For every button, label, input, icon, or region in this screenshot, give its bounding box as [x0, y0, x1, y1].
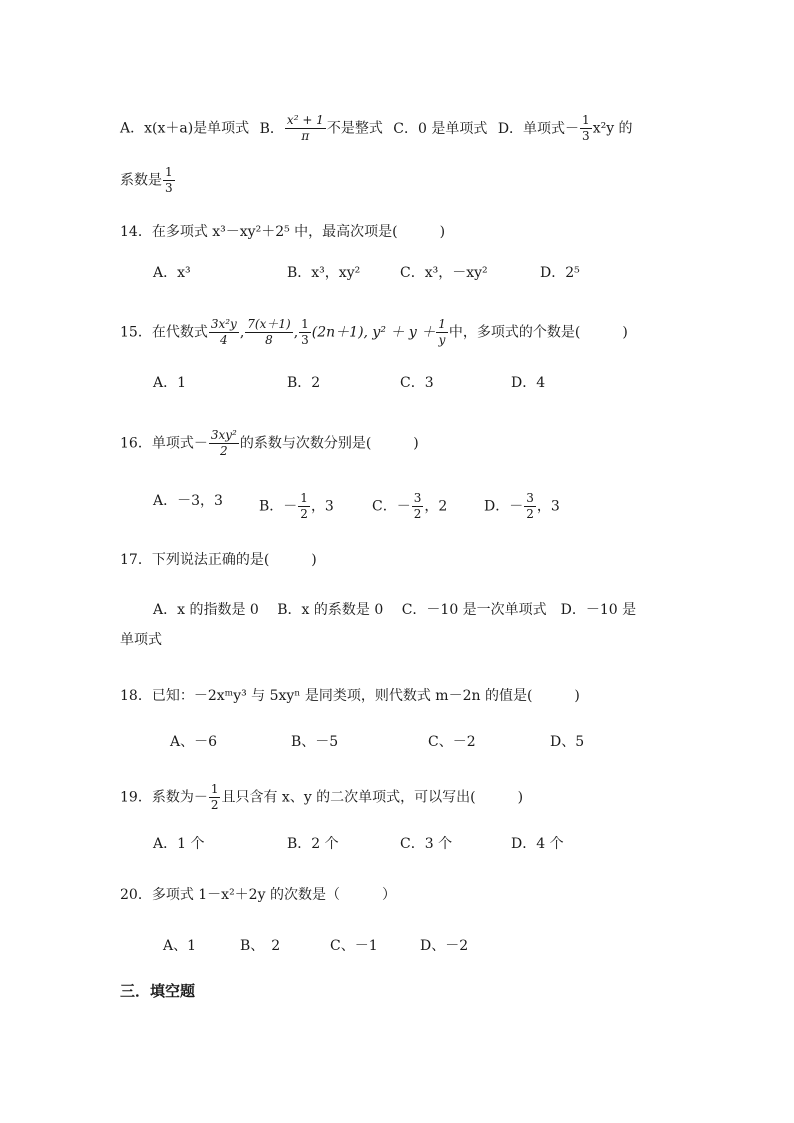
q19-stem-pre: 19．系数为－ [120, 789, 208, 806]
section-title: 三．填空题 [120, 982, 196, 1000]
q14-option-b: B．x³，xy² [287, 265, 361, 281]
q15-fraction-4: $\frac{1}{y}$ [438, 317, 446, 347]
q16-stem-pre: 16．单项式－ [120, 435, 208, 452]
q13-option-b-fraction: $\frac{\text{x² + 1}}{\pi}$ [286, 113, 324, 143]
q17-options-line2: 单项式 [120, 632, 162, 648]
q19-option-d: D．4 个 [511, 836, 564, 852]
q15-stem-post: 中，多项式的个数是( ) [448, 324, 628, 341]
q20-option-b: B、 2 [240, 938, 281, 954]
q20-stem: 20．多项式 1－x²＋2y 的次数是（ ） [120, 887, 396, 903]
q16-option-a: A．－3，3 [153, 493, 223, 509]
q16-option-b: B．－ $\frac{1}{2}$ ，3 [259, 491, 334, 521]
q20-option-a: A、1 [163, 938, 197, 954]
q17-stem: 17．下列说法正确的是( ) [120, 552, 317, 568]
q16-stem [120, 428, 419, 459]
q19-option-b: B．2 个 [287, 836, 339, 852]
q15-stem-mid: (2n＋1), y² ＋ y ＋ [311, 324, 436, 341]
q20-option-d: D、－2 [420, 938, 469, 954]
q16-option-d: D．－ $\frac{3}{2}$ ，3 [484, 491, 560, 521]
q13-option-b-label: B． [259, 120, 284, 137]
q18-option-b: B、－5 [291, 734, 339, 750]
q14-option-c: C．x³，－xy² [400, 265, 488, 281]
q13-line1 [120, 113, 633, 144]
q13-option-b-text: 不是整式 [326, 120, 383, 137]
q20-option-c: C、－1 [330, 938, 378, 954]
q13-line2-text: 系数是 [120, 172, 162, 189]
q19-stem [120, 782, 523, 813]
q16-fraction: $\frac{\text{3xy²}}{2}$ [210, 428, 237, 458]
q16-stem-post: 的系数与次数分别是( ) [239, 435, 419, 452]
q13-option-d-fraction: $\frac{1}{3}$ [582, 113, 590, 143]
q15-option-c: C．3 [400, 375, 434, 391]
q15-option-a: A．1 [153, 375, 187, 391]
q16-option-c: C．－ $\frac{3}{2}$ ，2 [372, 491, 448, 521]
q15-fraction-3: $\frac{1}{3}$ [301, 317, 309, 347]
q19-option-c: C．3 个 [400, 836, 453, 852]
q19-stem-post: 且只含有 x、y 的二次单项式，可以写出( ) [221, 789, 524, 806]
q19-option-a: A．1 个 [153, 836, 205, 852]
q13-line2-fraction: $\frac{1}{3}$ [165, 165, 173, 195]
q13-option-d-text: x²y 的 [592, 120, 633, 137]
q18-option-d: D、5 [550, 734, 585, 750]
q15-fraction-1: $\frac{\text{3x²y}}{4}$ [210, 317, 237, 347]
q18-stem: 18．已知：－2xᵐy³ 与 5xyⁿ 是同类项，则代数式 m－2n 的值是( ) [120, 688, 580, 704]
q13-line2 [120, 165, 176, 196]
q14-stem: 14．在多项式 x³－xy²＋2⁵ 中，最高次项是( ) [120, 224, 446, 240]
q14-option-d: D．2⁵ [540, 265, 580, 281]
q15-stem: 15．在代数式 $\frac{\text{3x²y}}{4}$ , $\frac{7(x+1)}{8}$ , $\frac{1}{3}$ (2n＋1), y² ＋ y ＋ $\frac{1}{y}$ 中，多项式的个数是( ) [120, 317, 628, 347]
q15-option-d: D．4 [511, 375, 546, 391]
q15-option-b: B．2 [287, 375, 321, 391]
q15-stem-pre: 15．在代数式 [120, 324, 208, 341]
q18-option-c: C、－2 [428, 734, 476, 750]
q19-fraction: $\frac{1}{2}$ [210, 782, 219, 812]
q13-option-d-label: D．单项式－ [497, 120, 580, 137]
q13-option-c: C．0 是单项式 [393, 120, 488, 137]
q14-option-a: A．x³ [153, 265, 191, 281]
q15-fraction-2: $\frac{7(x+1)}{8}$ [247, 317, 291, 347]
q13-option-a: A．x(x＋a)是单项式 [120, 120, 250, 137]
q18-option-a: A、－6 [170, 734, 218, 750]
q17-options-line1: A．x 的指数是 0 B．x 的系数是 0 C．－10 是一次单项式 D．－10 是 [153, 602, 637, 618]
